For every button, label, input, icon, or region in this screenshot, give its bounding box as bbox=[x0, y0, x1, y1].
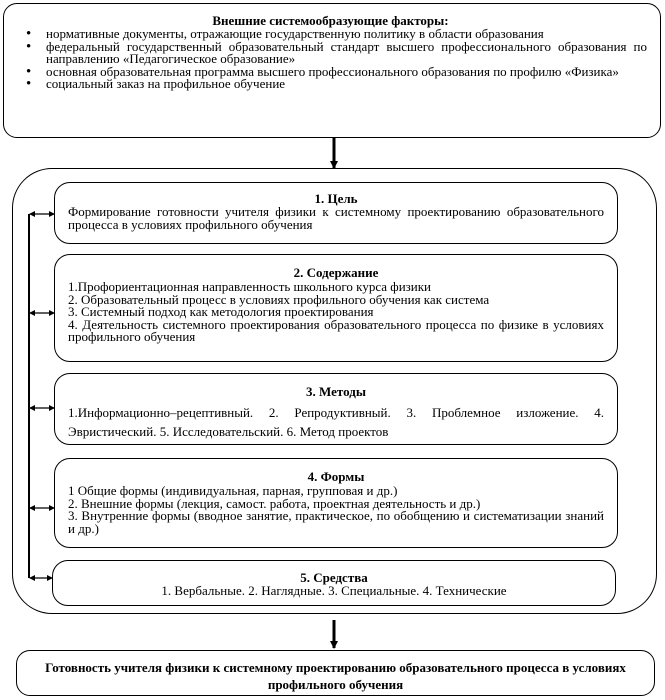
result-text: Готовность учителя физики к системному проектированию образовательного процесса в условиях профильного обучения bbox=[45, 660, 626, 692]
goal-title: 1. Цель bbox=[314, 191, 358, 206]
content-line: 3. Системный подход как методология проектирования bbox=[68, 304, 374, 320]
external-factors-title: Внешние системообразующие факторы: bbox=[212, 13, 449, 28]
methods-text: 1.Информационно–рецептивный. 2. Репродуктивный. 3. Проблемное изложение. 4. Эвристический. 5. Исследовательский. 6. Метод проектов bbox=[68, 405, 604, 439]
forms-box bbox=[54, 458, 618, 548]
forms-line: 2. Внешние формы (лекция, самост. работа, проектная деятельность и др.) bbox=[68, 495, 481, 511]
external-factors-list bbox=[14, 28, 647, 91]
content-line: 4. Деятельность системного проектирования образовательного процесса по физике в условиях профильного обучения bbox=[68, 316, 604, 345]
means-title: 5. Средства bbox=[300, 570, 368, 585]
external-factors-box bbox=[3, 3, 661, 138]
content-line: 2. Образовательный процесс в условиях профильного обучения как система bbox=[68, 291, 490, 307]
forms-line: 1 Общие формы (индивидуальная, парная, групповая и др.) bbox=[68, 483, 398, 498]
list-item: • федеральный государственный образовательный стандарт высшего профессионального образования по направлению «Педагогическое образование» bbox=[14, 41, 647, 66]
means-box bbox=[52, 560, 616, 606]
forms-line: 3. Внутренние формы (вводное занятие, практическое, по обобщению и систематизации знаний и др.) bbox=[68, 508, 604, 536]
forms-lines bbox=[68, 485, 604, 535]
goal-text: Формирование готовности учителя физики к системному проектированию образовательного процесса в условиях профильного обучения bbox=[68, 204, 604, 232]
methods-box bbox=[54, 373, 618, 445]
forms-title: 4. Формы bbox=[307, 469, 365, 484]
list-item: • нормативные документы, отражающие государственную политику в области образования bbox=[14, 28, 647, 41]
result-box bbox=[16, 650, 655, 696]
means-text: 1. Вербальные. 2. Наглядные. 3. Специальные. 4. Технические bbox=[161, 583, 507, 598]
methods-title: 3. Методы bbox=[306, 384, 366, 399]
content-title: 2. Содержание bbox=[293, 265, 379, 280]
list-item: • социальный заказ на профильное обучение bbox=[14, 78, 647, 91]
content-line: 1.Профориентационная направленность школьного курса физики bbox=[68, 279, 432, 294]
content-lines bbox=[68, 281, 604, 344]
content-box bbox=[54, 254, 618, 362]
list-item: • основная образовательная программа высшего профессионального образования по профилю «Физика» bbox=[14, 66, 647, 79]
goal-box bbox=[54, 182, 618, 244]
